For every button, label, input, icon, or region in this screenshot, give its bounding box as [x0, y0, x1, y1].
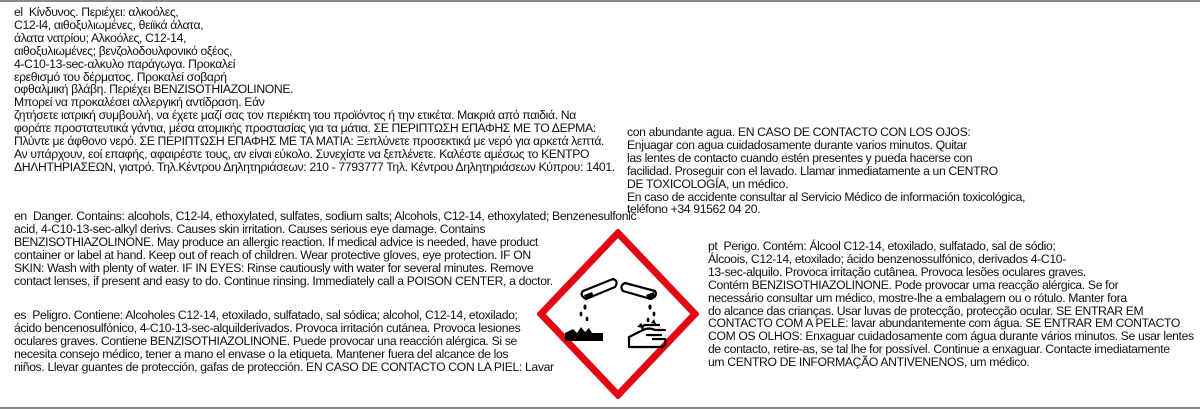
spanish-line: oculares graves. Contiene BENZISOTHIAZOLINONE. Puede provocar una reacción alérgica. Si se: [14, 333, 517, 348]
spanish-continued-line: Enjuagar con agua cuidadosamente durante varios minutos. Quitar: [627, 137, 967, 152]
spanish-continued-line: teléfono +34 91562 04 20.: [627, 202, 761, 217]
greek-line-1: el Κίνδυνος. Περιέχει: αλκοόλες,: [14, 5, 179, 19]
portuguese-line: CONTACTO COM A PELE: lavar abundantemente com água. SE ENTRAR EM CONTACTO: [708, 316, 1181, 331]
greek-text-block: [14, 6, 615, 174]
greek-line: οφθαλμική βλάβη. Περιέχει BENZISOTHIAZOLINONE.: [14, 82, 294, 97]
greek-line: ΔΗΛΗΤΗΡΙΑΣΕΩΝ, γιατρό. Τηλ.Κέντρου Δηλητηριάσεων: 210 - 7793777 Τηλ. Κέντρου Δηλητηριάσεων Κύπρου: 1401.: [14, 159, 615, 174]
spanish-line: ácido bencenosulfónico, 4-C10-13-sec-alquilderivados. Provoca irritación cutánea. Provoca lesiones: [14, 320, 521, 335]
greek-line: Αν υπάρχουν, εοί επαφής, αφαιρέστε τους, αν είναι εύκολο. Συνεχίστε να ξεπλένετε. Καλέστε αμέσως το ΚΕΝΤΡΟ: [14, 146, 590, 161]
spanish-line: niños. Llevar guantes de protección, gafas de protección. EN CASO DE CONTACTO CON LA PIEL: Lavar: [14, 359, 554, 374]
spanish-continued-text-block: [627, 126, 1025, 216]
spanish-continued-line: las lentes de contacto cuando estén presentes y pueda hacerse con: [627, 150, 973, 165]
portuguese-line: Contém BENZISOTHIAZOLINONE. Pode provocar uma reacção alérgica. Se for: [708, 277, 1119, 292]
language-code-en: en: [14, 209, 27, 223]
language-code-es: es: [14, 308, 27, 322]
portuguese-line: COM OS OLHOS: Enxaguar cuidadosamente com água durante vários minutos. Se usar lentes: [708, 329, 1194, 344]
english-line: container or label at hand. Keep out of reach of children. Wear protective gloves, eye protection. IF ON: [14, 247, 531, 262]
greek-line: C12-l4, αιθοξυλιωμένες, θειϊκά άλατα,: [14, 17, 204, 32]
portuguese-text-block: [708, 240, 1194, 369]
spanish-continued-line: En caso de accidente consultar al Servicio Médico de información toxicológica,: [627, 189, 1026, 204]
english-line: acid, 4-C10-13-sec-alkyl derivs. Causes skin irritation. Causes serious eye damage. Contains: [14, 221, 486, 236]
greek-line: 4-C10-13-sec-αλκυλο παράγωγα. Προκαλεί: [14, 56, 236, 71]
spanish-continued-line: con abundante agua. EN CASO DE CONTACTO CON LOS OJOS:: [627, 125, 971, 139]
spanish-line-1: es Peligro. Contiene: Alcoholes C12-14, etoxilado, sulfatado, sal sódica; alcohol, C12-14, etoxilado;: [14, 308, 518, 322]
greek-line: άλατα νατρίου; Αλκοόλες, C12-14,: [14, 30, 187, 45]
greek-line: αιθοξυλιωμένες; βενζολοδουλφονικό οξέος,: [14, 43, 233, 58]
portuguese-line: 13-sec-alquilo. Provoca irritação cutânea. Provoca lesões oculares graves.: [708, 264, 1086, 279]
greek-line: φοράτε προστατευτικά γάντια, μέσα ατομικής προστασίας για τα μάτια. ΣΕ ΠΕΡΙΠΤΩΣΗ ΕΠΑΦΗΣ ΜΕ ΤΟ ΔΕΡΜΑ:: [14, 121, 596, 136]
greek-line: ζητήσετε ιατρική συμβουλή, να έχετε μαζί σας τον περιέκτη του προϊόντος ή την ετικέτα. Μακριά από παιδιά. Να: [14, 108, 576, 123]
portuguese-line-1: pt Perigo. Contém: Álcool C12-14, etoxilado, sulfatado, sal de sódio;: [708, 239, 1056, 253]
portuguese-line: do alcance das crianças. Usar luvas de protecção, protecção ocular. SE ENTRAR EM: [708, 303, 1144, 318]
language-code-el: el: [14, 5, 23, 19]
english-line-1: en Danger. Contains: alcohols, C12-l4, ethoxylated, sulfates, sodium salts; Alcohols, C12-14, ethoxylated; Benzenesulfonic: [14, 209, 637, 223]
ghs05-corrosion-icon: [537, 229, 699, 399]
portuguese-line: um CENTRO DE INFORMAÇÃO ANTIVENENOS, um médico.: [708, 355, 1030, 370]
top-border: [0, 0, 1200, 2]
english-line: contact lenses, if present and easy to do. Continue rinsing. Immediately call a POISON CENTER, a doctor.: [14, 273, 553, 288]
portuguese-line: de contacto, retire-as, se tal lhe for possível. Continue a enxaguar. Contacte imediatamente: [708, 342, 1170, 357]
english-line: SKIN: Wash with plenty of water. IF IN EYES: Rinse cautiously with water for several minutes. Remove: [14, 260, 534, 275]
spanish-continued-line: DE TOXICOLOGÍA, un médico.: [627, 176, 789, 191]
spanish-continued-line: facilidad. Proseguir con el lavado. Llamar inmediatamente a un CENTRO: [627, 163, 998, 178]
greek-line: Μπορεί να προκαλέσει αλλεργική αντίδραση. Εάν: [14, 95, 265, 110]
language-code-pt: pt: [708, 239, 718, 253]
greek-line: ερεθισμό του δέρματος. Προκαλεί σοβαρή: [14, 69, 227, 84]
english-line: BENZISOTHIAZOLINONE. May produce an allergic reaction. If medical advice is needed, have product: [14, 234, 538, 249]
portuguese-line: necessário consultar um médico, mostre-lhe a embalagem ou o rótulo. Manter fora: [708, 290, 1127, 305]
portuguese-line: Álcoois, C12-14, etoxilado; ácido benzenossulfónico, derivados 4-C10-: [708, 251, 1066, 266]
greek-line: Πλύντε με άφθονο νερό. ΣΕ ΠΕΡΙΠΤΩΣΗ ΕΠΑΦΗΣ ΜΕ ΤΑ ΜΑΤΙΑ: Ξεπλύνετε προσεκτικά με νερό για αρκετά λεπτά.: [14, 134, 605, 149]
spanish-line: necesita consejo médico, tener a mano el envase o la etiqueta. Mantener fuera del alcance de los: [14, 346, 509, 361]
spanish-text-block: [14, 309, 554, 374]
